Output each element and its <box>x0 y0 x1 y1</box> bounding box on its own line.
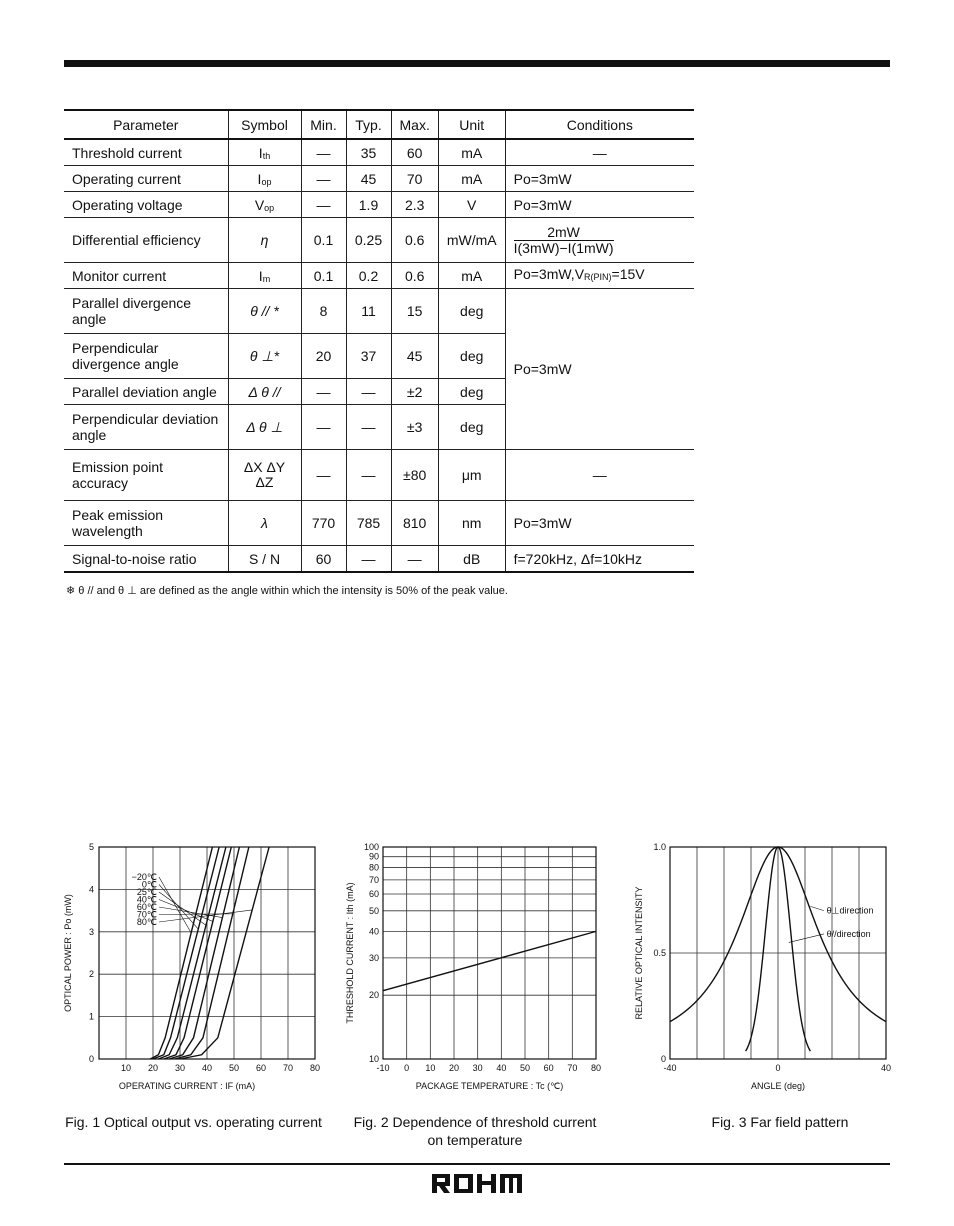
header-parameter: Parameter <box>64 110 228 139</box>
param-cell: Operating current <box>64 166 228 192</box>
fig2-svg <box>340 840 610 1100</box>
fig3-chart <box>630 840 900 1100</box>
max-cell: 45 <box>391 334 438 379</box>
y-tick-label: 2 <box>88 969 94 980</box>
param-cell: Operating voltage <box>64 192 228 218</box>
x-tick-label: 20 <box>448 1063 460 1073</box>
min-cell: — <box>301 192 346 218</box>
symbol-subscript: op <box>261 176 272 187</box>
table-row <box>64 263 694 289</box>
y-tick-label: 1.0 <box>653 842 666 852</box>
header-conditions: Conditions <box>505 110 694 139</box>
series-leader <box>159 885 198 930</box>
typ-cell: 1.9 <box>346 192 391 218</box>
y-tick-label: 0.5 <box>653 948 666 958</box>
symbol-cell <box>228 166 301 192</box>
typ-cell: 785 <box>346 501 391 546</box>
series-label: 70℃ <box>136 909 157 920</box>
label-leader <box>789 934 824 942</box>
unit-cell: mW/mA <box>438 218 505 263</box>
symbol-text: I <box>257 170 262 187</box>
y-tick-label: 0 <box>88 1054 94 1064</box>
y-axis-label: THRESHOLD CURRENT : Ith (mA) <box>345 882 355 1024</box>
symbol-text: I <box>258 144 263 161</box>
bottom-rule <box>64 1163 890 1165</box>
x-tick-label: 30 <box>174 1063 186 1073</box>
param-cell: Parallel divergence angle <box>64 289 228 334</box>
series-line <box>180 847 269 1059</box>
y-tick-label: 20 <box>368 990 379 1001</box>
max-cell: 70 <box>391 166 438 192</box>
fig2-caption-line1: Fig. 2 Dependence of threshold current <box>353 1114 597 1130</box>
symbol-cell: Δ θ // <box>228 379 301 405</box>
x-tick-label: 20 <box>147 1063 159 1073</box>
unit-cell: mA <box>438 139 505 166</box>
max-cell: 0.6 <box>391 263 438 289</box>
fig2-chart <box>340 840 610 1100</box>
fig1-chart <box>56 840 326 1100</box>
min-cell: — <box>301 405 346 450</box>
table-header-row <box>64 110 694 139</box>
series-leader <box>159 907 222 918</box>
header-max: Max. <box>391 110 438 139</box>
y-tick-label: 90 <box>368 851 379 862</box>
table-row <box>64 139 694 166</box>
y-tick-label: 1 <box>88 1011 94 1022</box>
y-axis-label: RELATIVE OPTICAL INTENSITY <box>634 886 644 1020</box>
x-tick-label: -40 <box>663 1063 677 1073</box>
typ-cell: 37 <box>346 334 391 379</box>
y-tick-label: 30 <box>368 952 379 963</box>
series-leader <box>159 892 206 925</box>
series-leader <box>159 910 252 922</box>
series-label: 25℃ <box>136 887 157 897</box>
x-axis-label: ANGLE (deg) <box>750 1081 806 1091</box>
series-label: −20℃ <box>131 872 157 882</box>
series-label: 0℃ <box>141 879 157 890</box>
unit-cell: deg <box>438 405 505 450</box>
min-cell: — <box>301 139 346 166</box>
condition-cell: — <box>505 139 694 166</box>
table-row <box>64 450 694 501</box>
condition-cell: Po=3mW <box>505 501 694 546</box>
header-typ: Typ. <box>346 110 391 139</box>
x-tick-label: 80 <box>309 1063 321 1073</box>
param-cell: Parallel deviation angle <box>64 379 228 405</box>
y-tick-label: 5 <box>88 842 94 852</box>
unit-cell: V <box>438 192 505 218</box>
unit-cell: mA <box>438 263 505 289</box>
symbol-text: V <box>254 196 265 213</box>
y-tick-label: 50 <box>368 905 379 916</box>
top-rule <box>64 60 890 67</box>
typ-cell: 35 <box>346 139 391 166</box>
typ-cell: 11 <box>346 289 391 334</box>
condition-cell: f=720kHz, Δf=10kHz <box>505 546 694 573</box>
fraction-numerator: 2mW <box>514 225 614 241</box>
series-label: θ//direction <box>826 928 871 939</box>
y-axis-label: OPTICAL POWER : Po (mW) <box>63 894 73 1012</box>
series-label: 80℃ <box>136 917 157 927</box>
header-unit: Unit <box>438 110 505 139</box>
x-tick-label: 50 <box>519 1063 531 1073</box>
y-tick-label: 70 <box>368 874 379 885</box>
max-cell: — <box>391 546 438 573</box>
condition-tail: =15V <box>611 266 645 282</box>
param-cell: Signal-to-noise ratio <box>64 546 228 573</box>
series-leader <box>159 877 191 933</box>
symbol-cell: η <box>228 218 301 263</box>
param-cell: Differential efficiency <box>64 218 228 263</box>
max-cell: 60 <box>391 139 438 166</box>
y-tick-label: 40 <box>368 926 379 937</box>
y-tick-label: 0 <box>660 1054 666 1064</box>
symbol-cell <box>228 263 301 289</box>
series-label: θ⊥direction <box>826 905 874 916</box>
unit-cell: deg <box>438 289 505 334</box>
condition-cell-merged: Po=3mW <box>505 289 694 450</box>
plot-frame <box>383 847 596 1059</box>
min-cell: 60 <box>301 546 346 573</box>
series-line <box>383 931 596 990</box>
symbol-cell: S / N <box>228 546 301 573</box>
min-cell: 0.1 <box>301 218 346 263</box>
fig3-caption: Fig. 3 Far field pattern <box>711 1114 849 1130</box>
fig2-caption <box>350 1113 600 1149</box>
y-tick-label: 4 <box>88 884 94 895</box>
fig1-svg <box>56 840 326 1100</box>
label-leader <box>810 906 824 910</box>
symbol-subscript: m <box>262 273 271 284</box>
rohm-logo <box>432 1172 522 1194</box>
condition-subscript: R(PIN) <box>584 272 612 282</box>
condition-text: Po=3mW,V <box>513 266 585 282</box>
typ-cell: 45 <box>346 166 391 192</box>
param-cell: Perpendicular deviation angle <box>64 405 228 450</box>
table-row <box>64 501 694 546</box>
table-row <box>64 546 694 573</box>
min-cell: 8 <box>301 289 346 334</box>
table-footnote: ❄ θ // and θ ⊥ are defined as the angle within which the intensity is 50% of the peak value. <box>66 585 508 597</box>
condition-cell: — <box>505 450 694 501</box>
x-tick-label: -10 <box>376 1063 390 1073</box>
min-cell: 0.1 <box>301 263 346 289</box>
x-tick-label: 10 <box>425 1063 436 1073</box>
typ-cell: — <box>346 405 391 450</box>
min-cell: 770 <box>301 501 346 546</box>
max-cell: 15 <box>391 289 438 334</box>
x-tick-label: 0 <box>404 1063 410 1073</box>
x-axis-label: PACKAGE TEMPERATURE : Tc (℃) <box>415 1081 564 1091</box>
x-tick-label: 30 <box>472 1063 483 1073</box>
x-tick-label: 70 <box>567 1063 578 1073</box>
efficiency-fraction <box>514 225 614 256</box>
y-tick-label: 100 <box>363 842 379 852</box>
y-tick-label: 10 <box>368 1054 379 1064</box>
table-row <box>64 192 694 218</box>
fig1-caption: Fig. 1 Optical output vs. operating current <box>65 1114 322 1130</box>
symbol-subscript: op <box>264 202 275 213</box>
characteristics-table <box>64 109 694 573</box>
unit-cell: mA <box>438 166 505 192</box>
x-tick-label: 40 <box>880 1063 892 1073</box>
typ-cell: — <box>346 546 391 573</box>
series-line <box>150 847 212 1059</box>
fraction-denominator: I(3mW)−I(1mW) <box>513 239 614 256</box>
unit-cell: dB <box>438 546 505 573</box>
symbol-cell: θ // * <box>228 289 301 334</box>
y-tick-label: 3 <box>88 926 94 937</box>
x-tick-label: 50 <box>228 1063 240 1073</box>
series-label: 40℃ <box>136 894 157 905</box>
unit-cell: nm <box>438 501 505 546</box>
min-cell: — <box>301 166 346 192</box>
unit-cell: μm <box>438 450 505 501</box>
x-tick-label: 60 <box>255 1063 267 1073</box>
fig2-caption-line2: on temperature <box>427 1132 523 1148</box>
symbol-cell: λ <box>228 501 301 546</box>
header-min: Min. <box>301 110 346 139</box>
x-tick-label: 80 <box>590 1063 602 1073</box>
table-row <box>64 218 694 263</box>
param-cell: Threshold current <box>64 139 228 166</box>
typ-cell: — <box>346 379 391 405</box>
series-label: 60℃ <box>136 902 157 912</box>
min-cell: — <box>301 450 346 501</box>
x-tick-label: 40 <box>496 1063 507 1073</box>
unit-cell: deg <box>438 379 505 405</box>
param-cell: Peak emission wavelength <box>64 501 228 546</box>
unit-cell: deg <box>438 334 505 379</box>
symbol-cell: ΔX ΔY ΔZ <box>228 450 301 501</box>
table-row <box>64 289 694 334</box>
typ-cell: 0.25 <box>346 218 391 263</box>
symbol-cell <box>228 139 301 166</box>
typ-cell: 0.2 <box>346 263 391 289</box>
max-cell: 0.6 <box>391 218 438 263</box>
symbol-cell: Δ θ ⊥ <box>228 405 301 450</box>
table-row <box>64 166 694 192</box>
condition-cell: Po=3mW <box>505 166 694 192</box>
x-axis-label: OPERATING CURRENT : IF (mA) <box>118 1081 256 1091</box>
min-cell: — <box>301 379 346 405</box>
condition-cell: Po=3mW <box>505 192 694 218</box>
x-tick-label: 70 <box>282 1063 294 1073</box>
max-cell: ±3 <box>391 405 438 450</box>
y-tick-label: 80 <box>368 862 379 873</box>
fig3-svg <box>630 840 900 1100</box>
header-symbol: Symbol <box>228 110 301 139</box>
x-tick-label: 0 <box>775 1063 781 1073</box>
symbol-text: I <box>258 267 263 284</box>
max-cell: 2.3 <box>391 192 438 218</box>
max-cell: ±2 <box>391 379 438 405</box>
symbol-cell: θ ⊥* <box>228 334 301 379</box>
condition-cell <box>505 218 694 263</box>
param-cell: Emission point accuracy <box>64 450 228 501</box>
x-tick-label: 60 <box>543 1063 554 1073</box>
symbol-cell <box>228 192 301 218</box>
symbol-subscript: th <box>262 150 271 161</box>
param-cell: Perpendicular divergence angle <box>64 334 228 379</box>
min-cell: 20 <box>301 334 346 379</box>
max-cell: ±80 <box>391 450 438 501</box>
typ-cell: — <box>346 450 391 501</box>
condition-cell <box>505 263 694 289</box>
x-tick-label: 10 <box>120 1063 132 1073</box>
param-cell: Monitor current <box>64 263 228 289</box>
x-tick-label: 40 <box>201 1063 213 1073</box>
max-cell: 810 <box>391 501 438 546</box>
y-tick-label: 60 <box>368 889 379 900</box>
